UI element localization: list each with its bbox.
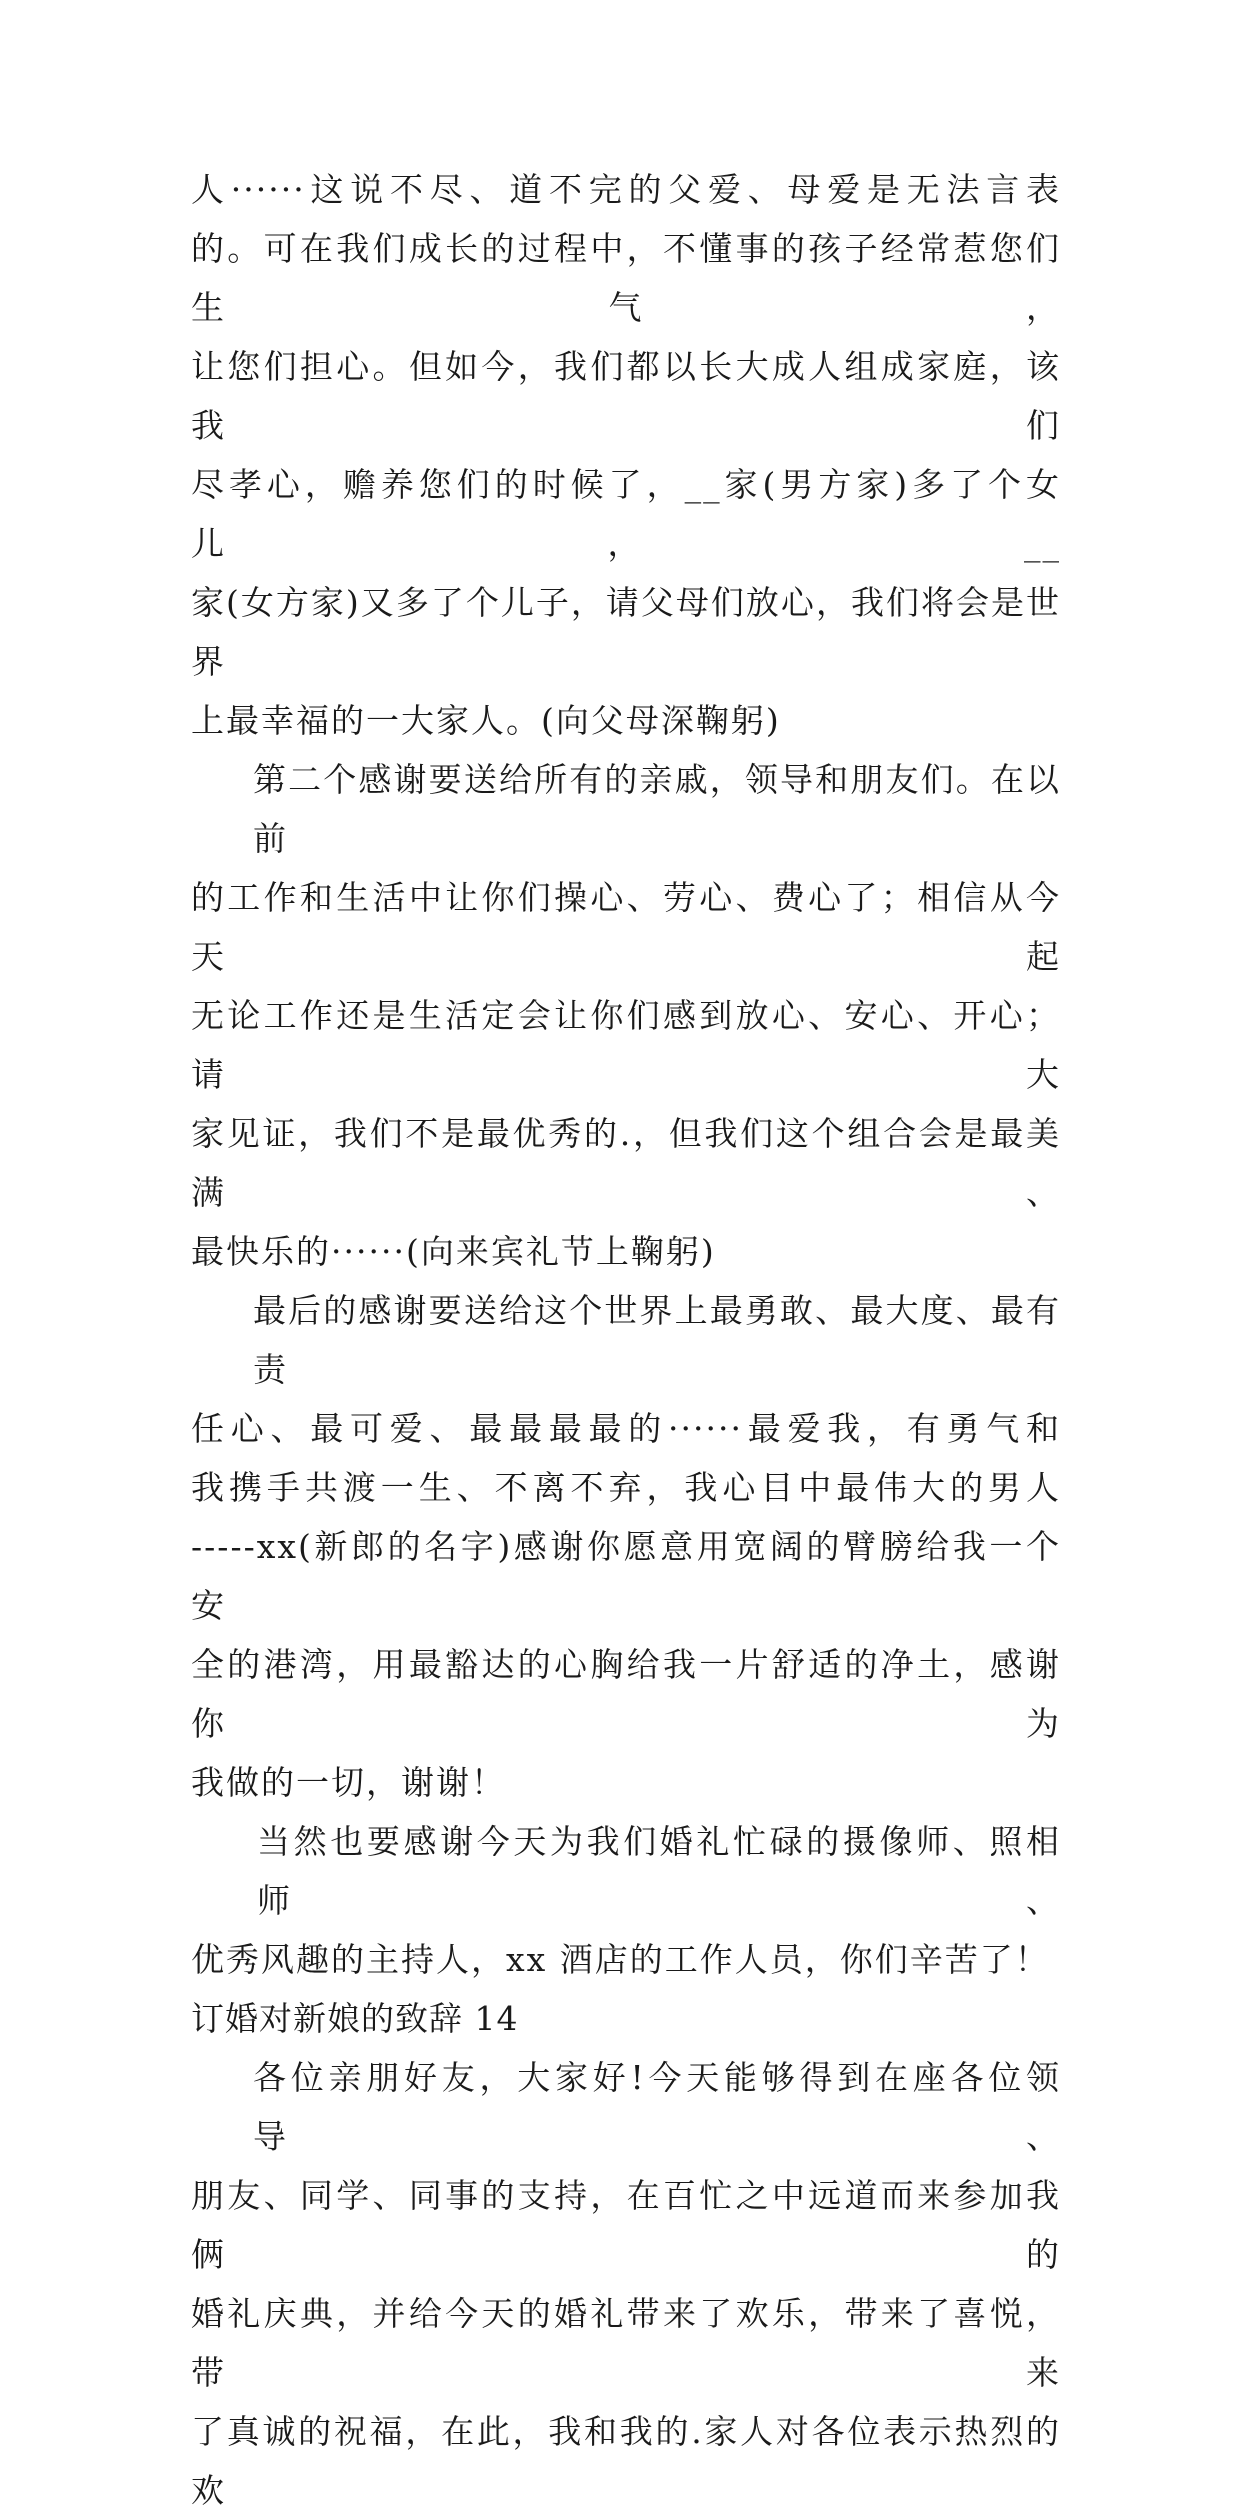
text-line: 家(女方家)又多了个儿子，请父母们放心，我们将会是世界 bbox=[191, 583, 1061, 681]
text-line: 最快乐的······(向来宾礼节上鞠躬) bbox=[191, 1232, 716, 1271]
text-line: 当然也要感谢今天为我们婚礼忙碌的摄像师、照相师、 bbox=[257, 1822, 1061, 1920]
text-line: 无论工作还是生活定会让你们感到放心、安心、开心；请大 bbox=[191, 996, 1061, 1094]
text-line: 最后的感谢要送给这个世界上最勇敢、最大度、最有责 bbox=[253, 1291, 1061, 1389]
paragraph-3 bbox=[191, 1281, 1061, 1812]
paragraph-5 bbox=[191, 2048, 1061, 2520]
text-line: -----xx(新郎的名字)感谢你愿意用宽阔的臂膀给我一个安 bbox=[191, 1527, 1061, 1625]
text-line: 我携手共渡一生、不离不弃，我心目中最伟大的男人 bbox=[191, 1468, 1061, 1507]
text-line: 家见证，我们不是最优秀的.，但我们这个组合会是最美满、 bbox=[191, 1114, 1061, 1212]
text-line: 上最幸福的一大家人。(向父母深鞠躬) bbox=[191, 701, 781, 740]
text-line: 各位亲朋好友，大家好!今天能够得到在座各位领导、 bbox=[253, 2058, 1061, 2156]
document-body bbox=[191, 160, 1061, 2520]
text-line: 的。可在我们成长的过程中，不懂事的孩子经常惹您们生气， bbox=[191, 229, 1061, 327]
text-line: 全的港湾，用最豁达的心胸给我一片舒适的净土，感谢你为 bbox=[191, 1645, 1061, 1743]
paragraph-4 bbox=[191, 1812, 1061, 1989]
text-line: 我做的一切，谢谢！ bbox=[191, 1763, 506, 1802]
text-line: 的工作和生活中让你们操心、劳心、费心了；相信从今天起 bbox=[191, 878, 1061, 976]
section-heading: 订婚对新娘的致辞 14 bbox=[191, 1999, 519, 2038]
text-line: 朋友、同学、同事的支持，在百忙之中远道而来参加我俩的 bbox=[191, 2176, 1061, 2274]
text-line: 优秀风趣的主持人，xx 酒店的工作人员，你们辛苦了！ bbox=[191, 1940, 1050, 1979]
text-line: 婚礼庆典，并给今天的婚礼带来了欢乐，带来了喜悦，带来 bbox=[191, 2294, 1061, 2392]
text-line: 尽孝心，赡养您们的时候了，__家(男方家)多了个女儿，__ bbox=[191, 465, 1061, 563]
text-line: 第二个感谢要送给所有的亲戚，领导和朋友们。在以前 bbox=[253, 760, 1061, 858]
text-line: 人······这说不尽、道不完的父爱、母爱是无法言表 bbox=[191, 170, 1061, 209]
paragraph-2 bbox=[191, 750, 1061, 1281]
text-line: 了真诚的祝福，在此，我和我的.家人对各位表示热烈的欢 bbox=[191, 2412, 1061, 2510]
text-line: 让您们担心。但如今，我们都以长大成人组成家庭，该我们 bbox=[191, 347, 1061, 445]
paragraph-1 bbox=[191, 160, 1061, 750]
text-line: 任心、最可爱、最最最最的······最爱我，有勇气和 bbox=[191, 1409, 1061, 1448]
